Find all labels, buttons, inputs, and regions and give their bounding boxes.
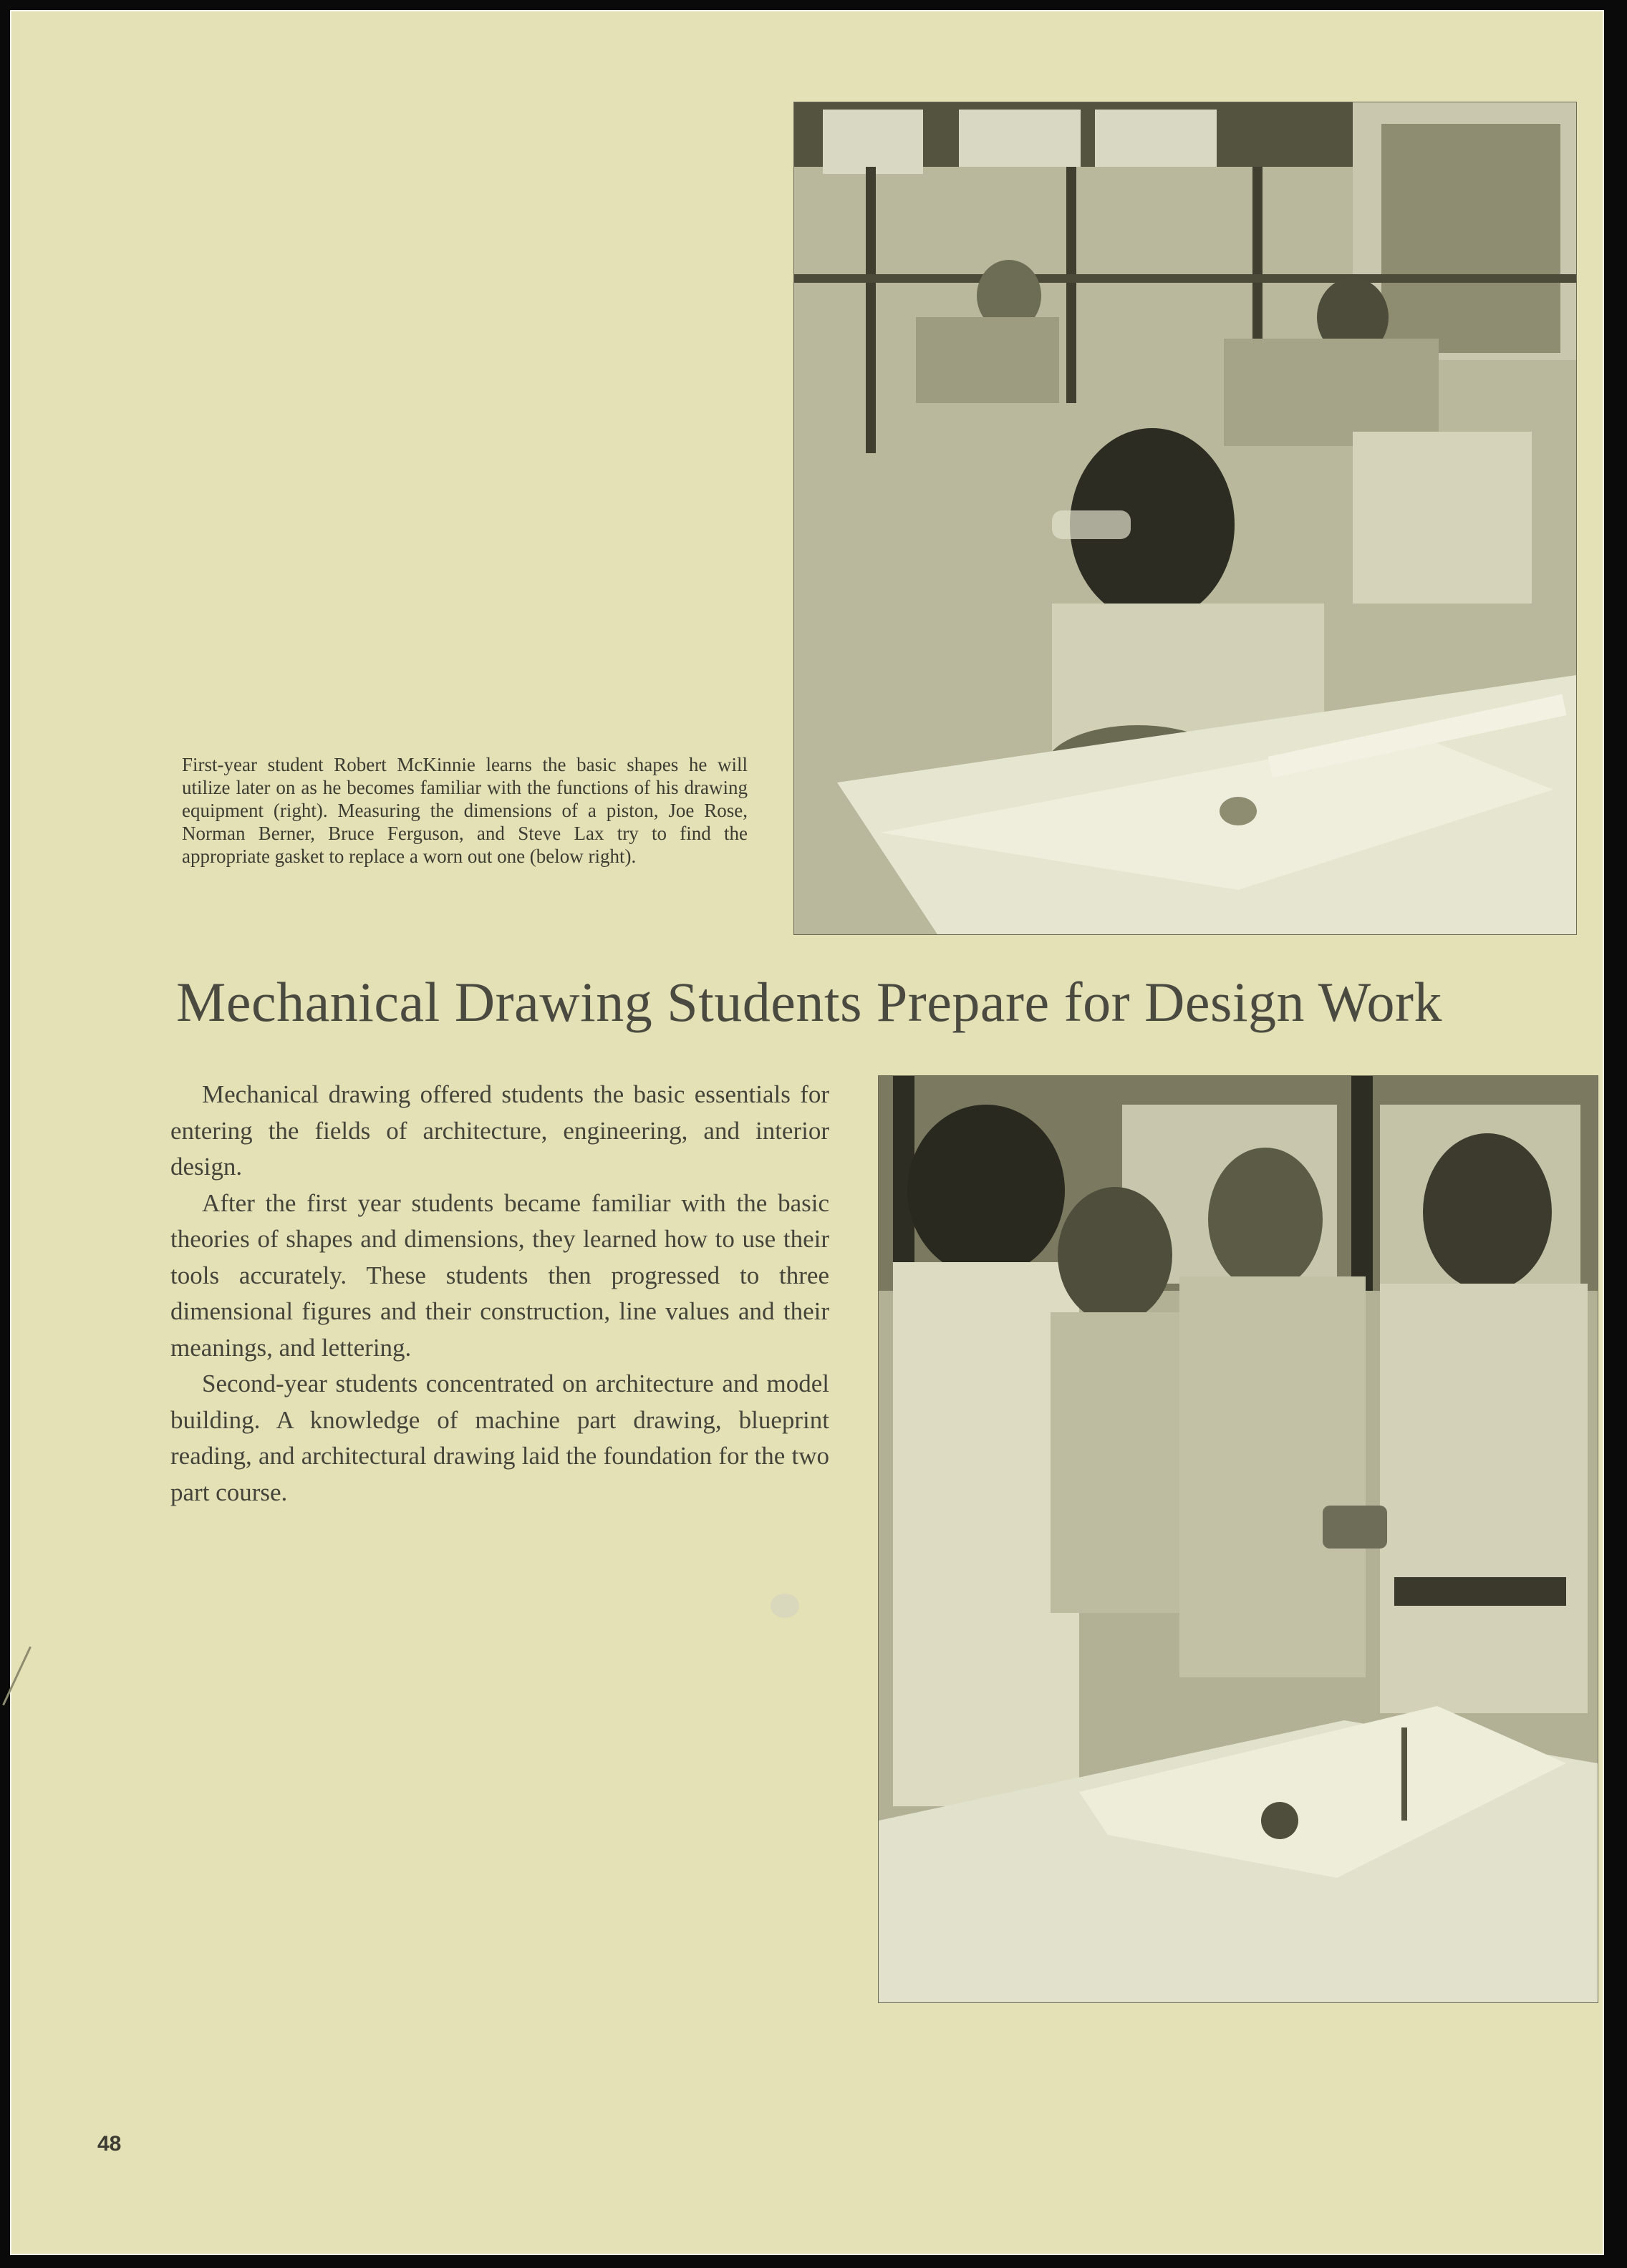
article-body	[170, 1077, 829, 1511]
page-number: 48	[97, 2132, 122, 2156]
yearbook-page	[10, 10, 1604, 2255]
photo-student-drafting-image	[794, 102, 1576, 934]
photo-caption: First-year student Robert McKinnie learns the basic shapes he will utilize later on as he becomes familiar with the functions of his drawing equipment (right). Measuring the dimensions of a piston, Joe Rose, Norman Berner, Bruce Ferguson, and Steve Lax try to find the appropriate gasket to replace a worn out one (below right).	[182, 754, 748, 867]
page-headline: Mechanical Drawing Students Prepare for Design Work	[176, 971, 1442, 1033]
scan-speck	[771, 1594, 799, 1618]
article-paragraph: Second-year students concentrated on architecture and model building. A knowledge of machine part drawing, blueprint reading, and architectural drawing laid the foundation for the two part course.	[170, 1370, 829, 1506]
scan-speck	[2, 1647, 32, 1706]
photo-student-drafting	[793, 102, 1577, 935]
article-paragraph: After the first year students became familiar with the basic theories of shapes and dimensions, they learned how to use their tools accurately. These students then progressed to three dimensional figures and their construction, line values and their meanings, and lettering.	[170, 1188, 829, 1362]
article-paragraph: Mechanical drawing offered students the basic essentials for entering the fields of architecture, engineering, and interior design.	[170, 1080, 829, 1181]
photo-students-measuring-piston	[878, 1075, 1598, 2003]
photo-students-measuring-piston-image	[879, 1076, 1598, 2002]
